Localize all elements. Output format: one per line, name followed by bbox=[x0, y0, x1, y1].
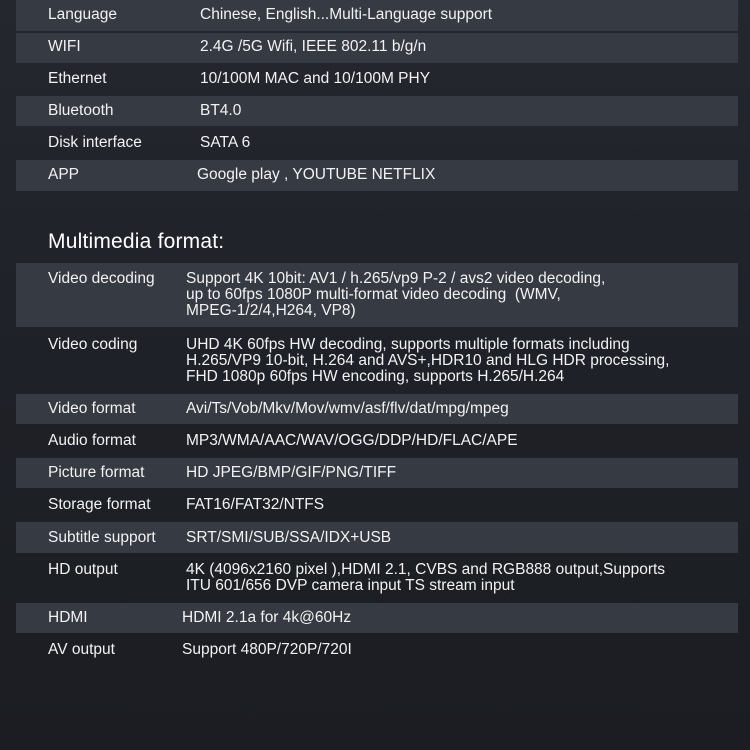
spec-value: Support 480P/720P/720I bbox=[182, 641, 352, 658]
spec-value: SATA 6 bbox=[200, 134, 251, 151]
spec-row-hdmi bbox=[16, 603, 738, 633]
spec-label: Language bbox=[48, 6, 117, 23]
spec-row-storage-format bbox=[16, 490, 738, 520]
spec-row-audio-format bbox=[16, 426, 738, 456]
spec-label: Ethernet bbox=[48, 70, 107, 87]
spec-value: BT4.0 bbox=[200, 102, 242, 119]
spec-row-subtitle-support bbox=[16, 522, 738, 553]
spec-value: HDMI 2.1a for 4k@60Hz bbox=[182, 609, 352, 626]
spec-label: APP bbox=[48, 166, 80, 183]
spec-label: Video coding bbox=[48, 336, 138, 353]
spec-label: Bluetooth bbox=[48, 102, 114, 119]
spec-value: HD JPEG/BMP/GIF/PNG/TIFF bbox=[186, 464, 397, 481]
spec-label: Video decoding bbox=[48, 270, 155, 287]
spec-value: Support 4K 10bit: AV1 / h.265/vp9 P-2 / avs2 video decoding, up to 60fps 1080P multi-format video decoding (WMV, MPEG-1/2/4,H264, VP8) bbox=[186, 270, 606, 319]
spec-row-video-decoding bbox=[16, 263, 738, 327]
spec-value: UHD 4K 60fps HW decoding, supports multiple formats including H.265/VP9 10-bit, H.264 and AVS+,HDR10 and HLG HDR processing, FHD 1080p 60fps HW encoding, supports H.265/H.264 bbox=[186, 336, 670, 385]
spec-label: WIFI bbox=[48, 38, 81, 55]
spec-row-wifi bbox=[16, 33, 738, 63]
spec-value: Google play , YOUTUBE NETFLIX bbox=[197, 166, 436, 183]
spec-label: HD output bbox=[48, 561, 118, 578]
spec-label: Subtitle support bbox=[48, 529, 156, 546]
spec-label: HDMI bbox=[48, 609, 88, 626]
spec-label: AV output bbox=[48, 641, 115, 658]
spec-row-video-format bbox=[16, 394, 738, 424]
spec-row-disk-interface bbox=[16, 128, 738, 158]
spec-value: 4K (4096x2160 pixel ),HDMI 2.1, CVBS and RGB888 output,Supports ITU 601/656 DVP camera input TS stream input bbox=[186, 561, 666, 594]
multimedia-format-heading: Multimedia format: bbox=[48, 230, 225, 253]
spec-value: Avi/Ts/Vob/Mkv/Mov/wmv/asf/flv/dat/mpg/mpeg bbox=[186, 400, 509, 417]
spec-value: 10/100M MAC and 10/100M PHY bbox=[200, 70, 431, 87]
spec-label: Picture format bbox=[48, 464, 145, 481]
spec-row-hd-output bbox=[16, 555, 738, 601]
spec-label: Storage format bbox=[48, 496, 151, 513]
spec-row-picture-format bbox=[16, 458, 738, 488]
spec-row-video-coding bbox=[16, 330, 738, 392]
spec-row-ethernet bbox=[16, 64, 738, 94]
spec-value: MP3/WMA/AAC/WAV/OGG/DDP/HD/FLAC/APE bbox=[186, 432, 518, 449]
spec-row-app bbox=[16, 160, 738, 191]
spec-value: 2.4G /5G Wifi, IEEE 802.11 b/g/n bbox=[200, 38, 427, 55]
spec-value: SRT/SMI/SUB/SSA/IDX+USB bbox=[186, 529, 392, 546]
spec-row-bluetooth bbox=[16, 96, 738, 126]
spec-label: Audio format bbox=[48, 432, 136, 449]
spec-value: FAT16/FAT32/NTFS bbox=[186, 496, 325, 513]
spec-value: Chinese, English...Multi-Language support bbox=[200, 6, 493, 23]
spec-row-av-output bbox=[16, 635, 738, 665]
spec-row-language bbox=[16, 0, 738, 31]
spec-label: Disk interface bbox=[48, 134, 142, 151]
spec-label: Video format bbox=[48, 400, 136, 417]
